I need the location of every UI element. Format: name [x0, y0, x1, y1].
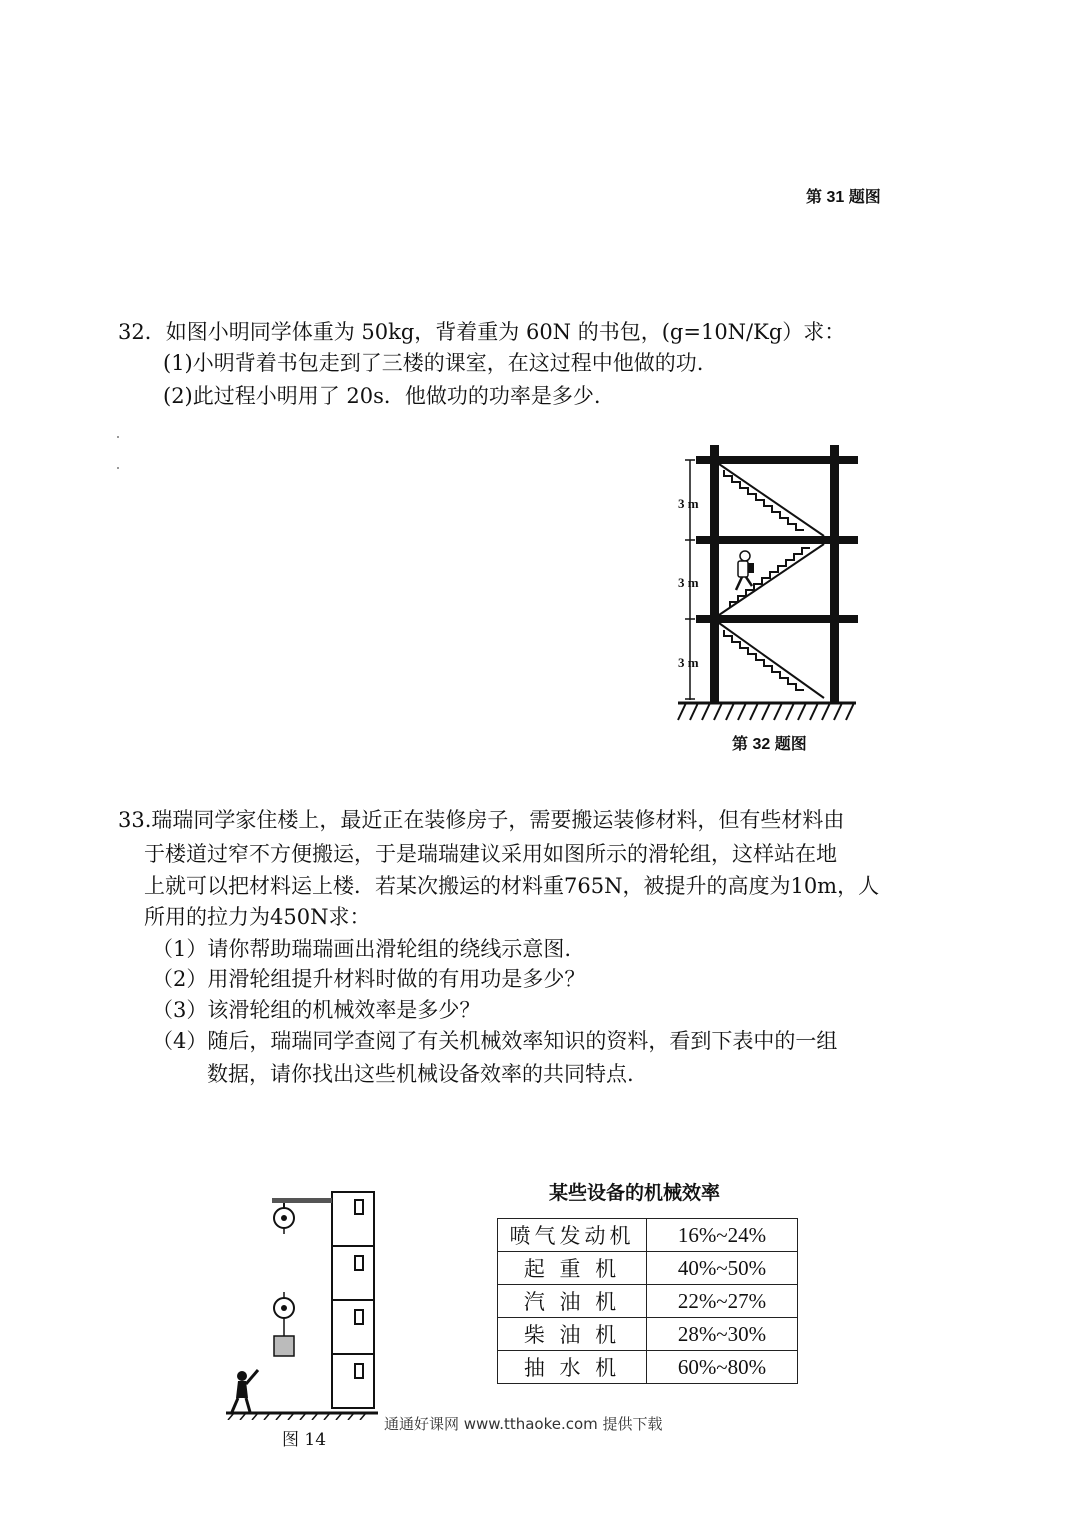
table-row: [498, 1351, 798, 1384]
efficiency-value: 16%~24%: [647, 1219, 798, 1252]
watermark: 通通好课网 www.tthaoke.com 提供下载: [384, 1415, 663, 1433]
question-32-part-1: (1)小明背着书包走到了三楼的课室，在这过程中他做的功.: [163, 351, 704, 375]
table-row: [498, 1219, 798, 1252]
efficiency-table: [497, 1218, 798, 1384]
efficiency-value: 60%~80%: [647, 1351, 798, 1384]
stray-dot: [117, 436, 119, 438]
figure-32-caption: 第 32 题图: [732, 736, 807, 753]
device-name: 汽 油 机: [498, 1285, 647, 1318]
student-icon: [736, 551, 754, 590]
question-33-part-4-cont: 数据，请你找出这些机械设备效率的共同特点.: [207, 1062, 634, 1086]
efficiency-value: 22%~27%: [647, 1285, 798, 1318]
device-name: 起 重 机: [498, 1252, 647, 1285]
question-32-part-2: (2)此过程小明用了 20s．他做功的功率是多少.: [163, 384, 601, 408]
question-33-part-2: （2）用滑轮组提升材料时做的有用功是多少？: [152, 967, 586, 991]
height-label: 3 m: [678, 655, 699, 670]
question-33-part-1: （1）请你帮助瑞瑞画出滑轮组的绕线示意图.: [152, 937, 572, 961]
device-name: 柴 油 机: [498, 1318, 647, 1351]
table-row: [498, 1252, 798, 1285]
height-label: 3 m: [678, 496, 699, 511]
figure-31-caption: 第 31 题图: [806, 189, 881, 206]
question-33-part-3: （3）该滑轮组的机械效率是多少？: [152, 998, 481, 1022]
device-name: 喷气发动机: [498, 1219, 647, 1252]
question-32-text: 32．如图小明同学体重为 50kg，背着重为 60N 的书包，(g=10N/Kg）求：: [118, 320, 846, 344]
pulley-system-figure: [222, 1188, 382, 1420]
question-33-text: 上就可以把材料运上楼．若某次搬运的材料重765N，被提升的高度为10m，人: [144, 874, 880, 898]
question-33-part-4: （4）随后，瑞瑞同学查阅了有关机械效率知识的资料，看到下表中的一组: [152, 1029, 838, 1053]
building-stairs-figure: [672, 440, 862, 730]
table-row: [498, 1285, 798, 1318]
worker-icon: [232, 1370, 258, 1412]
question-33-text: 33.瑞瑞同学家住楼上，最近正在装修房子，需要搬运装修材料，但有些材料由: [118, 808, 845, 832]
stray-dot: [117, 467, 119, 469]
figure-14-caption: 图 14: [282, 1430, 327, 1450]
efficiency-value: 40%~50%: [647, 1252, 798, 1285]
device-name: 抽 水 机: [498, 1351, 647, 1384]
question-33-text: 于楼道过窄不方便搬运，于是瑞瑞建议采用如图所示的滑轮组，这样站在地: [144, 842, 837, 866]
efficiency-value: 28%~30%: [647, 1318, 798, 1351]
table-row: [498, 1318, 798, 1351]
height-label: 3 m: [678, 575, 699, 590]
question-33-text: 所用的拉力为450N求：: [144, 905, 371, 929]
table-title: 某些设备的机械效率: [549, 1183, 721, 1204]
